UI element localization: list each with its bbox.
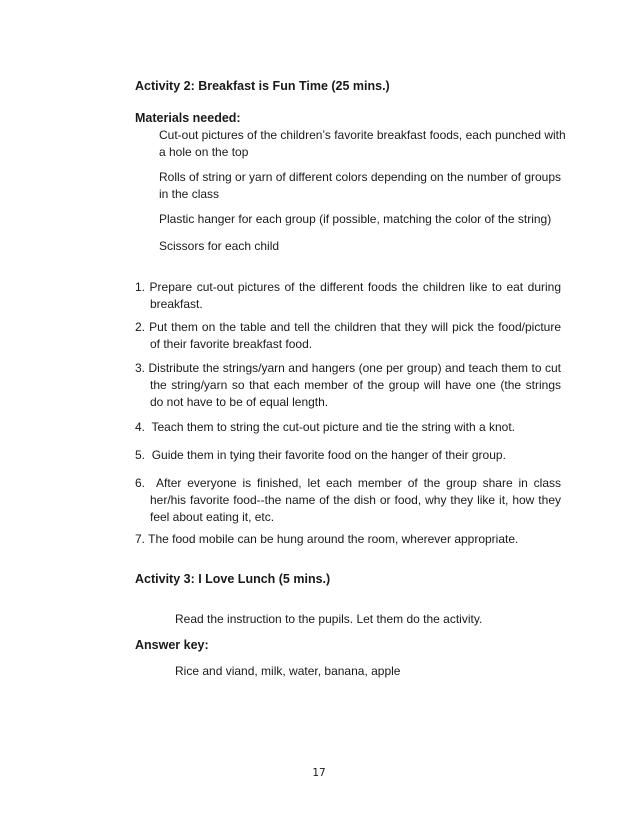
material-item: Cut-out pictures of the children’s favorite breakfast foods, each punched with a hole on the top xyxy=(159,128,566,159)
materials-heading: Materials needed: xyxy=(135,111,241,125)
step-item xyxy=(135,531,561,548)
step-number: 4. xyxy=(135,420,152,434)
step-text: Prepare cut-out pictures of the different foods the children like to eat during breakfast. xyxy=(149,280,561,311)
step-item xyxy=(135,447,561,464)
material-item: Rolls of string or yarn of different colors depending on the number of groups in the class xyxy=(159,170,562,201)
step-number: 6. xyxy=(135,476,157,490)
step-item xyxy=(135,319,561,353)
step-number: 7. xyxy=(135,532,149,546)
step-text: Guide them in tying their favorite food on the hanger of their group. xyxy=(151,448,506,462)
step-text: Distribute the strings/yarn and hangers (one per group) and teach them to cut the string/yarn so that each member of the group will have one (the strings do not have to be of equal length. xyxy=(148,361,562,409)
step-text: Teach them to string the cut-out picture and tie the string with a knot. xyxy=(151,420,515,434)
step-number: 1. xyxy=(135,280,150,294)
step-item xyxy=(135,475,561,526)
step-item xyxy=(135,419,561,436)
page-number: 17 xyxy=(312,767,326,779)
material-item: Scissors for each child xyxy=(159,239,280,253)
step-text: The food mobile can be hung around the room, wherever appropriate. xyxy=(148,532,519,546)
activity-2-title: Activity 2: Breakfast is Fun Time (25 mins.) xyxy=(135,79,390,93)
step-number: 3. xyxy=(135,361,149,375)
step-text: After everyone is finished, let each member of the group share in class her/his favorite food--the name of the dish or food, why they like it, how they feel about eating it, etc. xyxy=(150,476,562,524)
step-text: Put them on the table and tell the children that they will pick the food/picture of their favorite breakfast food. xyxy=(149,320,562,351)
activity-3-title: Activity 3: I Love Lunch (5 mins.) xyxy=(135,572,331,586)
material-item: Plastic hanger for each group (if possible, matching the color of the string) xyxy=(159,212,552,226)
answer-key-text: Rice and viand, milk, water, banana, apple xyxy=(175,664,401,678)
step-number: 5. xyxy=(135,448,152,462)
answer-key-heading: Answer key: xyxy=(135,638,209,652)
step-item xyxy=(135,360,561,411)
activity-3-instruction: Read the instruction to the pupils. Let them do the activity. xyxy=(175,612,483,626)
step-item xyxy=(135,279,561,313)
step-number: 2. xyxy=(135,320,150,334)
